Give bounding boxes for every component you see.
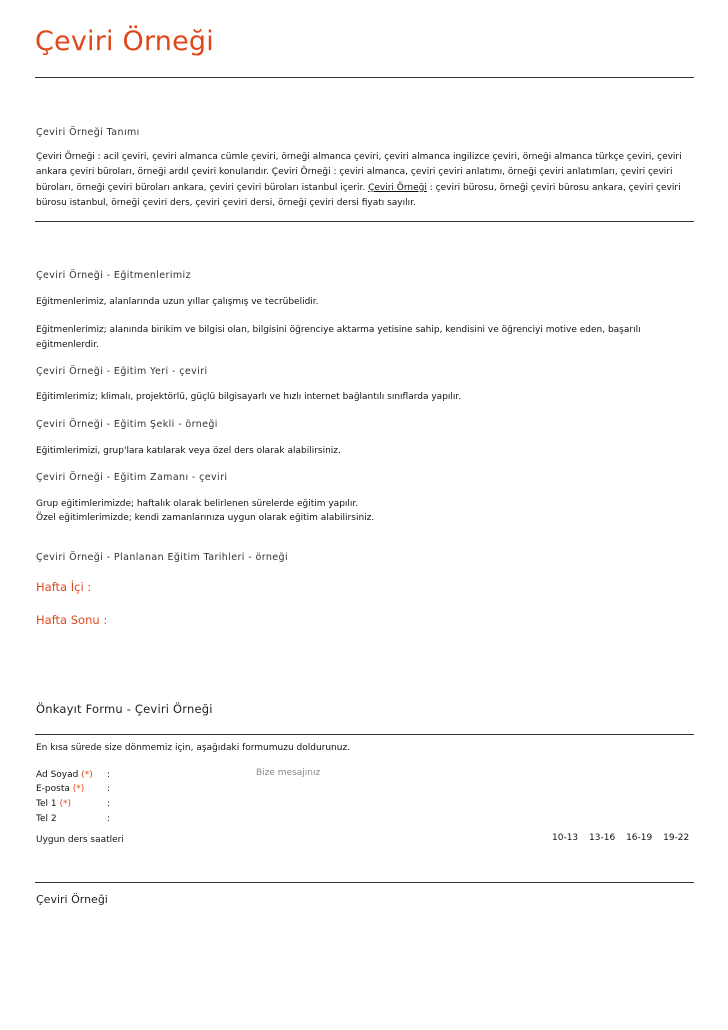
field-label: Tel 1 (*) [36, 799, 71, 809]
hour-option[interactable]: 19-22 [663, 833, 690, 843]
section-paragraph-tanim [36, 150, 696, 211]
field-label: Tel 2 [36, 814, 57, 824]
paragraph-egitmenler-1: Eğitmenlerimiz, alanlarında uzun yıllar çalışmış ve tecrübelidir. [36, 297, 319, 307]
hours-label: Uygun ders saatleri [36, 835, 124, 845]
hour-option[interactable]: 16-19 [626, 833, 653, 843]
paragraph-egitmenler-2: Eğitmenlerimiz; alanında birikim ve bilgisi olan, bilgisini öğrenciye aktarma yetisine sahip, kendisini ve öğrenciyi motive eden, başarılı eğitmenlerdir. [36, 325, 641, 351]
hours-options [552, 833, 689, 843]
document-page: Çeviri Örneği Çeviri Örneği Tanımı Çeviri Örneği : acil çeviri, çeviri almanca cümle çeviri, örneği almanca çeviri, çeviri almanca ingilizce çeviri, örneği almanca türkçe çeviri, çeviri ankara çeviri büroları, örneği ardıl çeviri konularıdır. Çeviri Örneği : çeviri almanca, çeviri çeviri anlatımı, örneği çeviri anlatımları, çeviri çeviri büroları, örneği çeviri büroları ankara, çeviri çeviri büroları istanbul içerir. Çeviri Örneği : çeviri bürosu, örneği çeviri bürosu ankara, çeviri çeviri bürosu istanbul, örneği çeviri ders, çeviri çeviri dersi, örneği çeviri dersi fiyatı sayılır. Çeviri Örneği - Eğitmenlerimiz Eğitmenlerimiz, alanlarında uzun yıllar çalışmış ve tecrübelidir. Eğitmenlerimiz; alanında birikim ve bilgisi olan, bilgisini öğrenciye aktarma yetisine sahip, kendisini ve öğrenciyi motive eden, başarılı eğitmenlerdir. Çeviri Örneği - Eğitim Yeri - çeviri Eğitimlerimiz; klimalı, projektörlü, güçlü bilgisayarlı ve hızlı internet bağlantılı sınıflarda yapılır. Çeviri Örneği - Eğitim Şekli - örneği Eğitimlerimizi, grup'lara katılarak veya özel ders olarak alabilirsiniz. Çeviri Örneği - Eğitim Zamanı - çeviri Grup eğitimlerimizde; haftalık olarak belirlenen sürelerde eğitim yapılır. Özel eğitimlerimizde; kendi zamanlarınıza uygun olarak eğitim alabilirsiniz. Çeviri Örneği - Planlanan Eğitim Tarihleri - örneği Hafta İçi : Hafta Sonu : Önkayıt Formu - Çeviri Örneği En kısa sürede size dönmemiz için, aşağıdaki formumuzu doldurunuz. Ad Soyad (*) : E-posta (*) : Tel 1 (*) : Tel 2 : Bize mesajınız Uygun ders saatleri 10-13 13-16 16-19 19-22 Çeviri Örneği [0, 0, 728, 1030]
section-heading-tarihler: Çeviri Örneği - Planlanan Eğitim Tarihleri - örneği [36, 552, 288, 563]
divider [35, 221, 694, 222]
text-before-link: Çeviri Örneği : acil çeviri, çeviri almanca cümle çeviri, örneği almanca çeviri, çeviri almanca ingilizce çeviri, örneği almanca türkçe çeviri, çeviri ankara çeviri büroları, örneği ardıl çeviri konularıdır. Çeviri Örneği : çeviri almanca, çeviri çeviri anlatımı, örneği çeviri anlatımları, çeviri çeviri büroları, örneği çeviri büroları ankara, çeviri çeviri büroları istanbul içerir. [36, 152, 682, 193]
field-label: E-posta (*) [36, 784, 85, 794]
section-heading-egitim-yeri: Çeviri Örneği - Eğitim Yeri - çeviri [36, 366, 208, 377]
hour-option[interactable]: 10-13 [552, 833, 579, 843]
form-heading: Önkayıt Formu - Çeviri Örneği [36, 702, 213, 716]
paragraph-egitim-zamani-1: Grup eğitimlerimizde; haftalık olarak belirlenen sürelerde eğitim yapılır. [36, 499, 359, 509]
field-label: Ad Soyad (*) [36, 770, 93, 780]
message-textarea[interactable]: Bize mesajınız [256, 768, 321, 778]
paragraph-egitim-zamani-2: Özel eğitimlerimizde; kendi zamanlarınıza uygun olarak eğitim alabilirsiniz. [36, 513, 375, 523]
section-heading-egitim-sekli: Çeviri Örneği - Eğitim Şekli - örneği [36, 419, 218, 430]
section-heading-egitmenler: Çeviri Örneği - Eğitmenlerimiz [36, 270, 191, 281]
form-intro: En kısa sürede size dönmemiz için, aşağıdaki formumuzu doldurunuz. [36, 743, 351, 753]
hour-option[interactable]: 13-16 [589, 833, 616, 843]
divider [35, 77, 694, 78]
divider [35, 734, 694, 735]
ceviri-ornegi-link[interactable]: Çeviri Örneği [368, 182, 427, 193]
section-heading-tanim: Çeviri Örneği Tanımı [36, 127, 140, 138]
paragraph-egitim-yeri: Eğitimlerimiz; klimalı, projektörlü, güçlü bilgisayarlı ve hızlı internet bağlantılı sınıflarda yapılır. [36, 392, 462, 402]
hafta-sonu-label: Hafta Sonu : [36, 613, 108, 627]
section-heading-egitim-zamani: Çeviri Örneği - Eğitim Zamanı - çeviri [36, 472, 228, 483]
text-after-link: : çeviri bürosu, örneği çeviri bürosu ankara, çeviri çeviri bürosu istanbul, örneği çeviri ders, çeviri çeviri dersi, örneği çeviri dersi fiyatı sayılır. [36, 182, 681, 208]
footer-title: Çeviri Örneği [36, 893, 108, 906]
page-title: Çeviri Örneği [35, 26, 214, 57]
hafta-ici-label: Hafta İçi : [36, 580, 92, 594]
divider [35, 882, 694, 883]
paragraph-egitim-sekli: Eğitimlerimizi, grup'lara katılarak veya özel ders olarak alabilirsiniz. [36, 446, 341, 456]
